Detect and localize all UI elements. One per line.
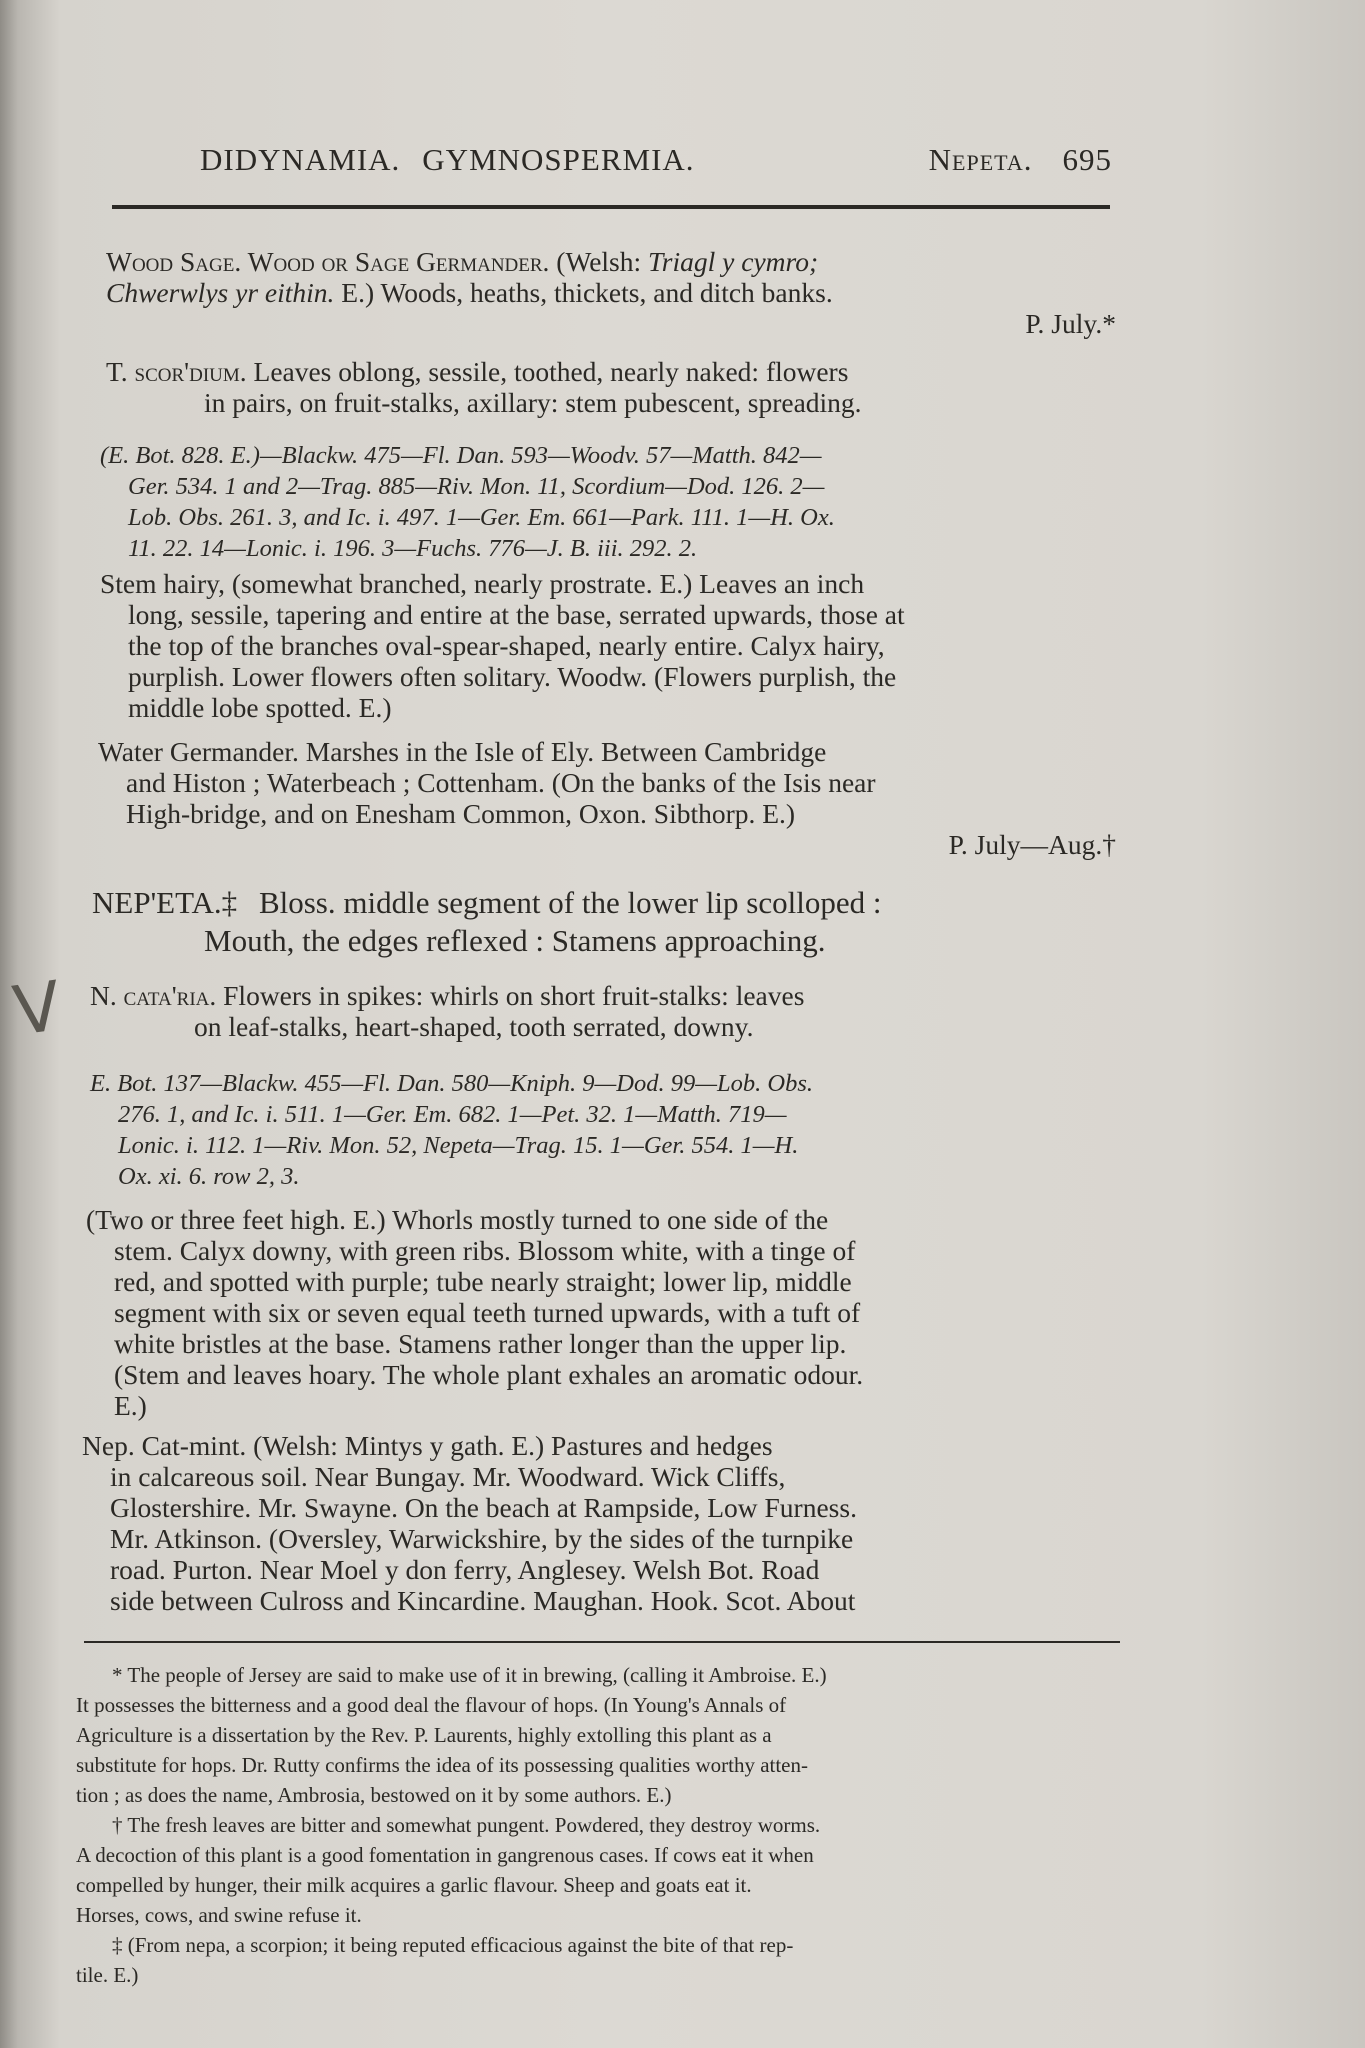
description-line: stem. Calyx downy, with green ribs. Blossom white, with a tinge of: [114, 1235, 856, 1266]
welsh-name-1: Triagl y cymro;: [648, 246, 819, 277]
cataria-desc-2: on leaf-stalks, heart-shaped, tooth serrated, downy.: [194, 1011, 754, 1042]
description-line: E.): [114, 1390, 147, 1421]
footnote-line: It possesses the bitterness and a good deal the flavour of hops. (In Young's Annals of: [76, 1693, 787, 1717]
wood-sage-names: Wood Sage. Wood or Sage Germander.: [106, 246, 550, 277]
reference-line: (E. Bot. 828. E.)—Blackw. 475—Fl. Dan. 593—Woodv. 57—Matth. 842—: [100, 442, 822, 469]
habitat-line: Water Germander. Marshes in the Isle of Ely. Between Cambridge: [98, 736, 827, 767]
cataria-diagnosis: [90, 980, 1120, 1042]
scordium-name: T. scor'dium.: [106, 356, 247, 387]
header-order: GYMNOSPERMIA.: [422, 142, 695, 177]
reference-line: Ox. xi. 6. row 2, 3.: [118, 1163, 300, 1190]
description-line: the top of the branches oval-spear-shaped, nearly entire. Calyx hairy,: [128, 630, 885, 661]
reference-line: E. Bot. 137—Blackw. 455—Fl. Dan. 580—Kniph. 9—Dod. 99—Lob. Obs.: [90, 1070, 813, 1097]
reference-line: 11. 22. 14—Lonic. i. 196. 3—Fuchs. 776—J. B. iii. 292. 2.: [128, 535, 698, 562]
genus-name: NEP'ETA.‡: [92, 885, 238, 920]
scordium-diagnosis: [106, 356, 1116, 418]
footnote-line: tion ; as does the name, Ambrosia, bestowed on it by some authors. E.): [76, 1783, 672, 1807]
page-number: 695: [1062, 142, 1112, 177]
cataria-name: N. cata'ria.: [90, 980, 217, 1011]
footnote-line: Horses, cows, and swine refuse it.: [76, 1903, 362, 1927]
habitat-line: in calcareous soil. Near Bungay. Mr. Woodward. Wick Cliffs,: [110, 1461, 786, 1492]
header-class: DIDYNAMIA.: [200, 142, 401, 177]
cataria-description: [86, 1204, 1120, 1421]
scordium-description: [100, 568, 1116, 723]
footnote-line: * The people of Jersey are said to make use of it in brewing, (calling it Ambroise. E.): [112, 1663, 827, 1687]
cataria-references: [90, 1068, 1120, 1192]
pencil-check-mark: V: [8, 967, 66, 1052]
footnote-line: † The fresh leaves are bitter and somewhat pungent. Powdered, they destroy worms.: [112, 1813, 821, 1837]
habitat-line: Mr. Atkinson. (Oversley, Warwickshire, by the sides of the turnpike: [110, 1523, 854, 1554]
running-header: [200, 142, 1112, 178]
reference-line: Lonic. i. 112. 1—Riv. Mon. 52, Nepeta—Trag. 15. 1—Ger. 554. 1—H.: [118, 1132, 799, 1159]
footnote-line: substitute for hops. Dr. Rutty confirms the idea of its possessing qualities worthy atten-: [76, 1753, 808, 1777]
wood-sage-entry: [106, 246, 1116, 339]
footnote-rule: [84, 1641, 1120, 1643]
description-line: red, and spotted with purple; tube nearly straight; lower lip, middle: [114, 1266, 852, 1297]
habitat-line: and Histon ; Waterbeach ; Cottenham. (On the banks of the Isis near: [126, 767, 876, 798]
footnote-line: ‡ (From nepa, a scorpion; it being reputed efficacious against the bite of that rep-: [112, 1933, 794, 1957]
footnote-line: compelled by hunger, their milk acquires a garlic flavour. Sheep and goats eat it.: [76, 1873, 752, 1897]
description-line: white bristles at the base. Stamens rather longer than the upper lip.: [114, 1328, 847, 1359]
description-line: Stem hairy, (somewhat branched, nearly prostrate. E.) Leaves an inch: [100, 568, 865, 599]
footnote-line: A decoction of this plant is a good fomentation in gangrenous cases. If cows eat it when: [76, 1843, 814, 1867]
habitat-line: Glostershire. Mr. Swayne. On the beach at Rampside, Low Furness.: [110, 1492, 857, 1523]
description-line: segment with six or seven equal teeth turned upwards, with a tuft of: [114, 1297, 861, 1328]
wood-sage-habitat: E.) Woods, heaths, thickets, and ditch banks.: [334, 277, 833, 308]
scordium-desc-1: Leaves oblong, sessile, toothed, nearly naked: flowers: [246, 356, 849, 387]
description-line: (Two or three feet high. E.) Whorls mostly turned to one side of the: [86, 1204, 829, 1235]
cataria-habitat: [82, 1430, 1120, 1616]
scordium-flowering: P. July—Aug.†: [948, 829, 1116, 860]
reference-line: 276. 1, and Ic. i. 511. 1—Ger. Em. 682. 1—Pet. 32. 1—Matth. 719—: [118, 1101, 787, 1128]
footnote-line: tile. E.): [76, 1963, 139, 1987]
reference-line: Ger. 534. 1 and 2—Trag. 885—Riv. Mon. 11, Scordium—Dod. 126. 2—: [128, 473, 825, 500]
scordium-desc-2: in pairs, on fruit-stalks, axillary: stem pubescent, spreading.: [204, 387, 862, 418]
cataria-desc-1: Flowers in spikes: whirls on short fruit-stalks: leaves: [216, 980, 805, 1011]
header-rule: [112, 205, 1110, 209]
footnotes: [76, 1660, 1120, 1990]
nepeta-genus: [92, 884, 1122, 960]
description-line: long, sessile, tapering and entire at the base, serrated upwards, those at: [128, 599, 905, 630]
habitat-line: side between Culross and Kincardine. Maughan. Hook. Scot. About: [110, 1585, 856, 1616]
habitat-line: High-bridge, and on Enesham Common, Oxon. Sibthorp. E.): [126, 798, 796, 829]
scordium-habitat: [98, 736, 1116, 860]
welsh-name-2: Chwerwlys yr eithin.: [106, 277, 335, 308]
welsh-open: (Welsh:: [556, 246, 649, 277]
reference-line: Lob. Obs. 261. 3, and Ic. i. 497. 1—Ger. Em. 661—Park. 111. 1—H. Ox.: [128, 504, 835, 531]
scordium-references: [100, 440, 1116, 564]
description-line: (Stem and leaves hoary. The whole plant exhales an aromatic odour.: [114, 1359, 864, 1390]
wood-sage-flowering: P. July.*: [1025, 308, 1116, 339]
habitat-line: road. Purton. Near Moel y don ferry, Anglesey. Welsh Bot. Road: [110, 1554, 820, 1585]
description-line: purplish. Lower flowers often solitary. Woodw. (Flowers purplish, the: [128, 661, 897, 692]
description-line: middle lobe spotted. E.): [128, 692, 392, 723]
footnote-line: Agriculture is a dissertation by the Rev. P. Laurents, highly extolling this plant as a: [76, 1723, 772, 1747]
genus-character-2: Mouth, the edges reflexed : Stamens approaching.: [204, 923, 826, 958]
header-genus: Nepeta.: [928, 142, 1033, 177]
genus-character-1: Bloss. middle segment of the lower lip scolloped :: [258, 885, 882, 920]
habitat-line: Nep. Cat-mint. (Welsh: Mintys y gath. E.) Pastures and hedges: [82, 1430, 773, 1461]
